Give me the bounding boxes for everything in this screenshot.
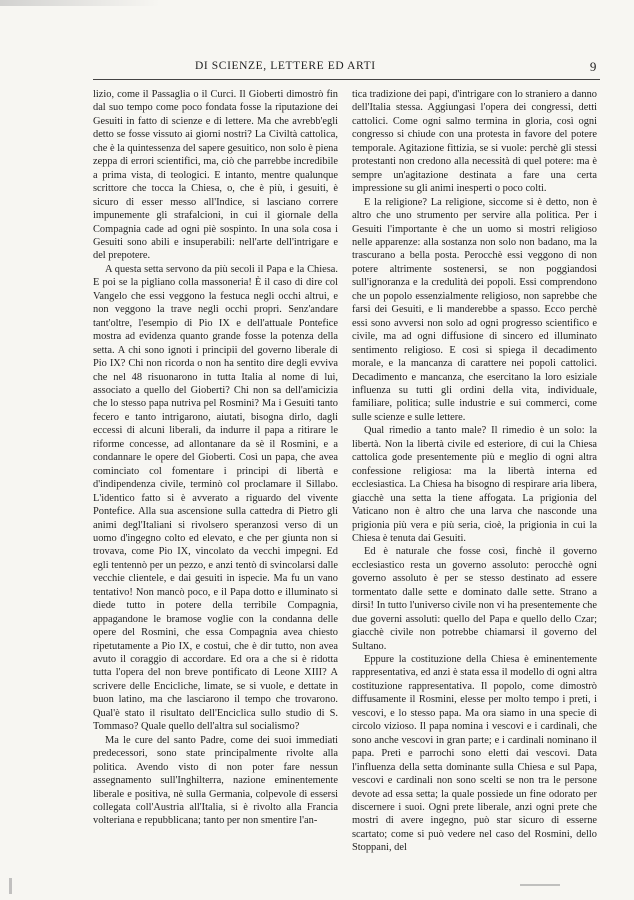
right-column — [352, 88, 597, 878]
running-header — [95, 60, 597, 76]
header-rule — [93, 79, 600, 80]
paragraph: Qual rimedio a tanto male? Il rimedio è un solo: la libertà. Non la libertà civile ed esteriore, di cui la Chiesa cattolica gode presentemente più e meglio di ogni altra confessione religiosa: ma la libertà interna ed ecclesiastica. La Chiesa ha bisogno di respirare aria libera, giacchè una setta la tiene affogata. La prigionia del Vaticano non è altro che una larva che nasconde una prigionia più vera e più seria, cioè, la prigionia in cui la Chiesa è tenuta dai Gesuiti. — [352, 425, 597, 544]
scan-smudge — [0, 0, 160, 6]
left-column — [93, 88, 338, 878]
paragraph: Ma le cure del santo Padre, come dei suoi immediati predecessori, sono state principalmente rivolte alla politica. Avendo visto di non poter fare nessun assegnamento sull'Inghilterra, nazione eminentemente liberale e positiva, nè sulla Germania, colpevole di essersi collegata coll'Austria all'Italia, si è rivolto alla Francia volteriana e repubblicana; tanto per non smentire l'an- — [93, 734, 338, 827]
paragraph: tica tradizione dei papi, d'intrigare con lo straniero a danno dell'Italia stessa. Aggiungasi l'opera dei congressi, detti cattolici. Come ogni salmo termina in gloria, così ogni congresso si chiude con una protesta in favore del potere temporale. Agitazione fittizia, se si vuole: perchè gli stessi protestanti non credono alla necessità di quel potere: ma è sempre un'agitazione destinata a fare una certa impressione su gli animi inesperti o poco colti. — [352, 89, 597, 195]
running-title: DI SCIENZE, LETTERE ED ARTI — [195, 60, 376, 72]
paragraph: Ed è naturale che fosse così, finchè il governo ecclesiastico resta un governo assoluto: perocchè ogni governo assoluto è per se stesso destinato ad essere tormentato dalle sette e dominato dalle sette. Strano a dirsi! In tutto l'universo civile non vi ha presentemente che due governi assoluti: quello del Papa e quello dello Czar; giacchè civile non potrebbe chiamarsi il governo del Sultano. — [352, 546, 597, 652]
paragraph: A questa setta servono da più secoli il Papa e la Chiesa. E poi se la pigliano colla massoneria! È il caso di dire col Vangelo che essi veggono la festuca negli occhi altrui, e non veggono la trave negli occhi propri. Senz'andare tant'oltre, l'esempio di Pio IX e dell'attuale Pontefice mostra ad evidenza quanto grande fosse la potenza della setta. A chi sono ignoti i principii del governo liberale di Pio IX? Chi non ricorda o non ha sentito dire degli evviva che nel 48 risuonarono in tutta Italia al nome di lui, associato a quello del Gioberti? Chi non sa dell'amicizia che lo stesso papa nutriva pel Rosmini? Ma i Gesuiti tanto fecero e tanto intrigarono, aiutati, bisogna dirlo, dagli eccessi di alcuni liberali, da indurre il papa a ritirare le riforme concesse, ad allontanare da sè il Rosmini, e a condannare le opere del Gioberti. Così un papa, che avea cominciato col fomentare i principi di libertà e d'indipendenza civile, terminò col proclamare il Sillabo. L'identico fatto si è avverato a riguardo del vivente Pontefice. Alla sua ascensione sulla cattedra di Pietro gli animi degl'Italiani si rivolsero speranzosi verso di un uomo d'ingegno colto ed elevato, e che per giunta non si trovava, come Pio IX, vincolato da vecchi impegni. Ed egli tentennò per un pezzo, e anzi tentò di svincolarsi dalle vecchie clientele, e dai gesuiti in ispecie. Ma fu un vano tentativo! Non mancò poco, e il Papa dotto e illuminato si diede tutto in potere della terribile Compagnia, appagandone le bramose voglie con la condanna delle opere del Rosmini, che essa Compagnia avea chiesto ripetutamente a Pio IX, e costui, che è dir tutto, non avea avuto il coraggio di accordare. Ed ora a che si è ridotta tutta l'opera del non breve pontificato di Leone XIII? A scrivere delle Encicliche, limate, se si vuole, e dettate in buon latino, ma che lasciarono il tempo che trovarono. Qual'è stato il risultato dell'Enciclica sullo studio di S. Tommaso? Quale quello dell'altra sul socialismo? — [93, 263, 338, 733]
paragraph: E la religione? La religione, siccome si è detto, non è altro che uno strumento per servire alla politica. Per i Gesuiti l'importante è che un uomo si mostri religioso nelle apparenze: alla sostanza non solo non badano, ma la trascurano a bella posta. Perocchè essi veggono di non potere altrimente sostenersi, se non poggiandosi sull'ignoranza e la credulità dei popoli. Essi comprendono che un popolo essenzialmente religioso, non saprebbe che farsi dei Gesuiti, e li manderebbe a spasso. Ecco perchè essi sono avversi non solo ad ogni progresso scientifico e civile, ma ad ogni diffusione di sincero ed illuminato sentimento religioso. E così si spiega il decadimento morale, e la mancanza di carattere nei popoli cattolici. Decadimento e mancanza, che esercitano la loro esiziale influenza su tutti gli ordini della vita, individuale, familiare, politica; sulle industrie e sui commerci, come sulle scienze e sulle lettere. — [352, 196, 597, 423]
paragraph: Eppure la costituzione della Chiesa è eminentemente rappresentativa, ed anzi è stata essa il modello di ogni altra costituzione rappresentativa. Il popolo, come dimostrò diffusamente il Rosmini, elesse per molto tempo i preti, i vescovi, e lo stesso papa. Ma ora siamo in una specie di circolo vizioso. Il papa nomina i vescovi e i cardinali, che sono anche vescovi in gran parte; e i cardinali nominano il papa. Preti e parrochi sono eletti dai vescovi. Data l'influenza della setta dominante sulla Chiesa e sul Papa, vescovi e cardinali non sono scelti se non tra le persone devote ad essa setta; la quale possiede un fine odorato per discernere i suoi. Ogni prete liberale, anzi ogni prete che mostri di avere ingegno, può star sicuro di esserne scartato; come si può vedere nel caso del Rosmini, dello Stoppani, del — [352, 654, 597, 854]
paragraph: lizio, come il Passaglia o il Curci. Il Gioberti dimostrò fin dal suo tempo come poco fondata fosse la riputazione dei Gesuiti in fatto di scienze e di lettere. Ma che avrebb'egli detto se fosse vissuto ai giorni nostri? La Civiltà cattolica, che è la quintessenza del sapere gesuitico, non solo è piena zeppa di errori scientifici, ma, ciò che parrebbe incredibile a prima vista, di teologici. E intanto, mentre qualunque scrittore che tocca la Chiesa, o, che è più, i gesuiti, è sicuro di esser messo all'Indice, si lasciano correre impunemente gli strafalcioni, in cui il giornale della Compagnia cade ad ogni piè sospinto. In una sola cosa i Gesuiti sono abili e insuperabili: nell'arte dell'intrigare e del prepotere. — [93, 89, 338, 262]
page-number: 9 — [589, 59, 597, 74]
scan-edge-mark — [9, 878, 12, 894]
scan-foot-mark — [520, 884, 560, 886]
